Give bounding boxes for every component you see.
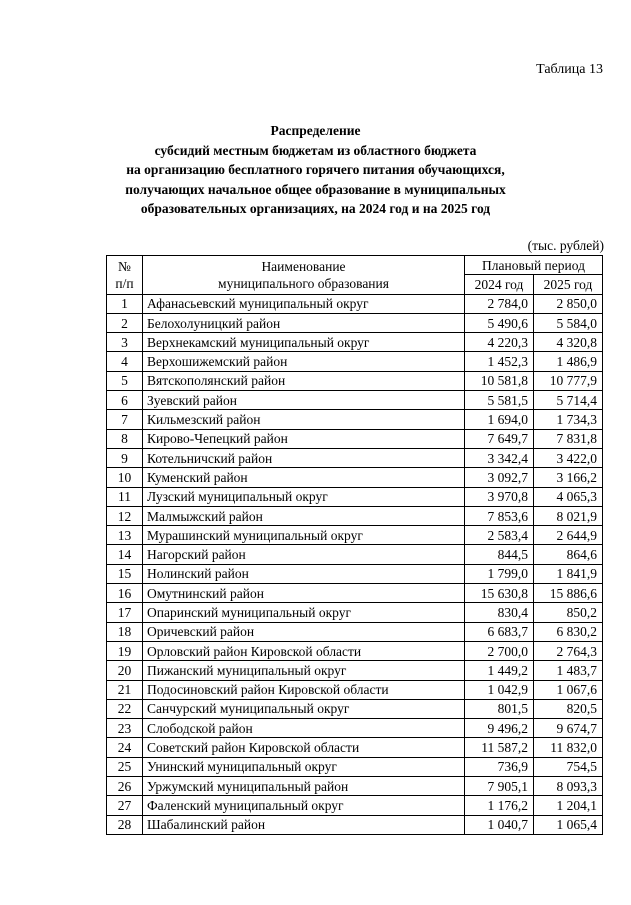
row-value-2024: 1 799,0: [465, 564, 534, 583]
row-number: 27: [107, 796, 143, 815]
table-row: [107, 429, 603, 448]
row-name: Куменский район: [143, 468, 465, 487]
row-value-2025: 1 486,9: [534, 352, 603, 371]
row-value-2025: 8 021,9: [534, 506, 603, 525]
row-value-2024: 1 040,7: [465, 815, 534, 834]
row-name: Уржумский муниципальный район: [143, 777, 465, 796]
row-number: 9: [107, 448, 143, 467]
row-number: 3: [107, 333, 143, 352]
table-row: [107, 506, 603, 525]
table-row: [107, 526, 603, 545]
row-value-2025: 4 320,8: [534, 333, 603, 352]
row-value-2025: 1 734,3: [534, 410, 603, 429]
row-value-2024: 1 176,2: [465, 796, 534, 815]
row-number: 4: [107, 352, 143, 371]
table-row: [107, 738, 603, 757]
table-row: [107, 564, 603, 583]
header-number-line2: п/п: [115, 275, 134, 291]
row-name: Зуевский район: [143, 391, 465, 410]
table-row: [107, 603, 603, 622]
table-row: [107, 719, 603, 738]
row-value-2024: 7 649,7: [465, 429, 534, 448]
table-row: [107, 448, 603, 467]
row-number: 22: [107, 699, 143, 718]
table-row: [107, 410, 603, 429]
row-name: Кирово-Чепецкий район: [143, 429, 465, 448]
row-value-2025: 864,6: [534, 545, 603, 564]
row-number: 24: [107, 738, 143, 757]
row-value-2025: 1 067,6: [534, 680, 603, 699]
row-value-2025: 5 584,0: [534, 313, 603, 332]
row-value-2025: 3 166,2: [534, 468, 603, 487]
header-name: [143, 256, 465, 295]
row-value-2024: 801,5: [465, 699, 534, 718]
table-label: Таблица 13: [536, 62, 603, 77]
row-name: Кильмезский район: [143, 410, 465, 429]
table-row: [107, 333, 603, 352]
row-name: Верхнекамский муниципальный округ: [143, 333, 465, 352]
row-value-2025: 850,2: [534, 603, 603, 622]
row-name: Опаринский муниципальный округ: [143, 603, 465, 622]
row-number: 11: [107, 487, 143, 506]
row-number: 20: [107, 661, 143, 680]
table-row: [107, 487, 603, 506]
row-value-2024: 1 449,2: [465, 661, 534, 680]
row-value-2025: 820,5: [534, 699, 603, 718]
heading-line: на организацию бесплатного горячего питания обучающихся,: [126, 162, 505, 177]
table-row: [107, 622, 603, 641]
row-value-2024: 4 220,3: [465, 333, 534, 352]
row-value-2024: 7 853,6: [465, 506, 534, 525]
row-value-2025: 1 065,4: [534, 815, 603, 834]
row-name: Омутнинский район: [143, 584, 465, 603]
row-name: Советский район Кировской области: [143, 738, 465, 757]
table-row: [107, 352, 603, 371]
header-2025: 2025 год: [534, 275, 603, 294]
row-value-2025: 6 830,2: [534, 622, 603, 641]
row-value-2025: 4 065,3: [534, 487, 603, 506]
header-2024: 2024 год: [465, 275, 534, 294]
row-name: Малмыжский район: [143, 506, 465, 525]
row-name: Нолинский район: [143, 564, 465, 583]
row-number: 2: [107, 313, 143, 332]
row-name: Оричевский район: [143, 622, 465, 641]
table-row: [107, 641, 603, 660]
table-row: [107, 313, 603, 332]
row-name: Орловский район Кировской области: [143, 641, 465, 660]
table-row: [107, 699, 603, 718]
units-label: (тыс. рублей): [527, 238, 604, 253]
table-row: [107, 777, 603, 796]
row-value-2024: 3 342,4: [465, 448, 534, 467]
row-value-2024: 830,4: [465, 603, 534, 622]
row-number: 8: [107, 429, 143, 448]
row-value-2024: 5 581,5: [465, 391, 534, 410]
row-value-2024: 9 496,2: [465, 719, 534, 738]
row-value-2024: 10 581,8: [465, 371, 534, 390]
row-name: Белохолуницкий район: [143, 313, 465, 332]
row-value-2024: 1 694,0: [465, 410, 534, 429]
document-heading: [0, 121, 631, 219]
row-value-2024: 844,5: [465, 545, 534, 564]
row-value-2025: 1 204,1: [534, 796, 603, 815]
row-value-2024: 1 042,9: [465, 680, 534, 699]
row-number: 13: [107, 526, 143, 545]
row-value-2025: 2 850,0: [534, 294, 603, 313]
row-number: 26: [107, 777, 143, 796]
row-name: Лузский муниципальный округ: [143, 487, 465, 506]
row-value-2024: 3 092,7: [465, 468, 534, 487]
row-value-2025: 1 841,9: [534, 564, 603, 583]
row-number: 1: [107, 294, 143, 313]
row-name: Фаленский муниципальный округ: [143, 796, 465, 815]
row-name: Котельничский район: [143, 448, 465, 467]
row-name: Верхошижемский район: [143, 352, 465, 371]
row-name: Слободской район: [143, 719, 465, 738]
row-name: Санчурский муниципальный округ: [143, 699, 465, 718]
row-value-2024: 7 905,1: [465, 777, 534, 796]
heading-line: образовательных организациях, на 2024 год и на 2025 год: [140, 201, 491, 216]
table-row: [107, 815, 603, 834]
row-number: 15: [107, 564, 143, 583]
row-value-2024: 15 630,8: [465, 584, 534, 603]
row-value-2025: 5 714,4: [534, 391, 603, 410]
header-number-line1: №: [118, 258, 131, 274]
row-name: Шабалинский район: [143, 815, 465, 834]
row-name: Афанасьевский муниципальный округ: [143, 294, 465, 313]
row-value-2024: 6 683,7: [465, 622, 534, 641]
row-number: 25: [107, 757, 143, 776]
row-value-2024: 3 970,8: [465, 487, 534, 506]
row-number: 28: [107, 815, 143, 834]
row-number: 18: [107, 622, 143, 641]
row-name: Вятскополянский район: [143, 371, 465, 390]
heading-line: получающих начальное общее образование в муниципальных: [125, 181, 506, 197]
table-row: [107, 371, 603, 390]
row-value-2024: 2 784,0: [465, 294, 534, 313]
table-row: [107, 796, 603, 815]
row-value-2025: 9 674,7: [534, 719, 603, 738]
row-value-2024: 1 452,3: [465, 352, 534, 371]
row-value-2024: 2 700,0: [465, 641, 534, 660]
row-value-2024: 736,9: [465, 757, 534, 776]
row-number: 23: [107, 719, 143, 738]
row-value-2024: 11 587,2: [465, 738, 534, 757]
row-number: 19: [107, 641, 143, 660]
header-number: [107, 256, 143, 295]
row-number: 14: [107, 545, 143, 564]
row-value-2025: 8 093,3: [534, 777, 603, 796]
table-row: [107, 294, 603, 313]
table-row: [107, 757, 603, 776]
table-row: [107, 545, 603, 564]
row-value-2025: 7 831,8: [534, 429, 603, 448]
heading-line: Распределение: [270, 123, 361, 138]
table-row: [107, 661, 603, 680]
row-value-2025: 754,5: [534, 757, 603, 776]
row-number: 6: [107, 391, 143, 410]
header-name-line2: муниципального образования: [218, 275, 389, 291]
row-value-2025: 2 644,9: [534, 526, 603, 545]
row-number: 12: [107, 506, 143, 525]
row-number: 16: [107, 584, 143, 603]
row-number: 5: [107, 371, 143, 390]
row-name: Нагорский район: [143, 545, 465, 564]
row-number: 10: [107, 468, 143, 487]
row-value-2025: 11 832,0: [534, 738, 603, 757]
row-value-2025: 15 886,6: [534, 584, 603, 603]
row-name: Пижанский муниципальный округ: [143, 661, 465, 680]
heading-line: субсидий местным бюджетам из областного бюджета: [154, 142, 477, 158]
header-period: Плановый период: [465, 256, 603, 275]
row-value-2025: 2 764,3: [534, 641, 603, 660]
row-value-2025: 3 422,0: [534, 448, 603, 467]
row-name: Подосиновский район Кировской области: [143, 680, 465, 699]
row-number: 7: [107, 410, 143, 429]
table-row: [107, 468, 603, 487]
table-row: [107, 584, 603, 603]
row-name: Мурашинский муниципальный округ: [143, 526, 465, 545]
table-row: [107, 391, 603, 410]
row-value-2025: 1 483,7: [534, 661, 603, 680]
row-value-2024: 2 583,4: [465, 526, 534, 545]
row-value-2025: 10 777,9: [534, 371, 603, 390]
header-name-line1: Наименование: [261, 258, 346, 274]
row-number: 17: [107, 603, 143, 622]
row-number: 21: [107, 680, 143, 699]
table-row: [107, 680, 603, 699]
subsidy-table: [106, 255, 603, 835]
row-name: Унинский муниципальный округ: [143, 757, 465, 776]
row-value-2024: 5 490,6: [465, 313, 534, 332]
